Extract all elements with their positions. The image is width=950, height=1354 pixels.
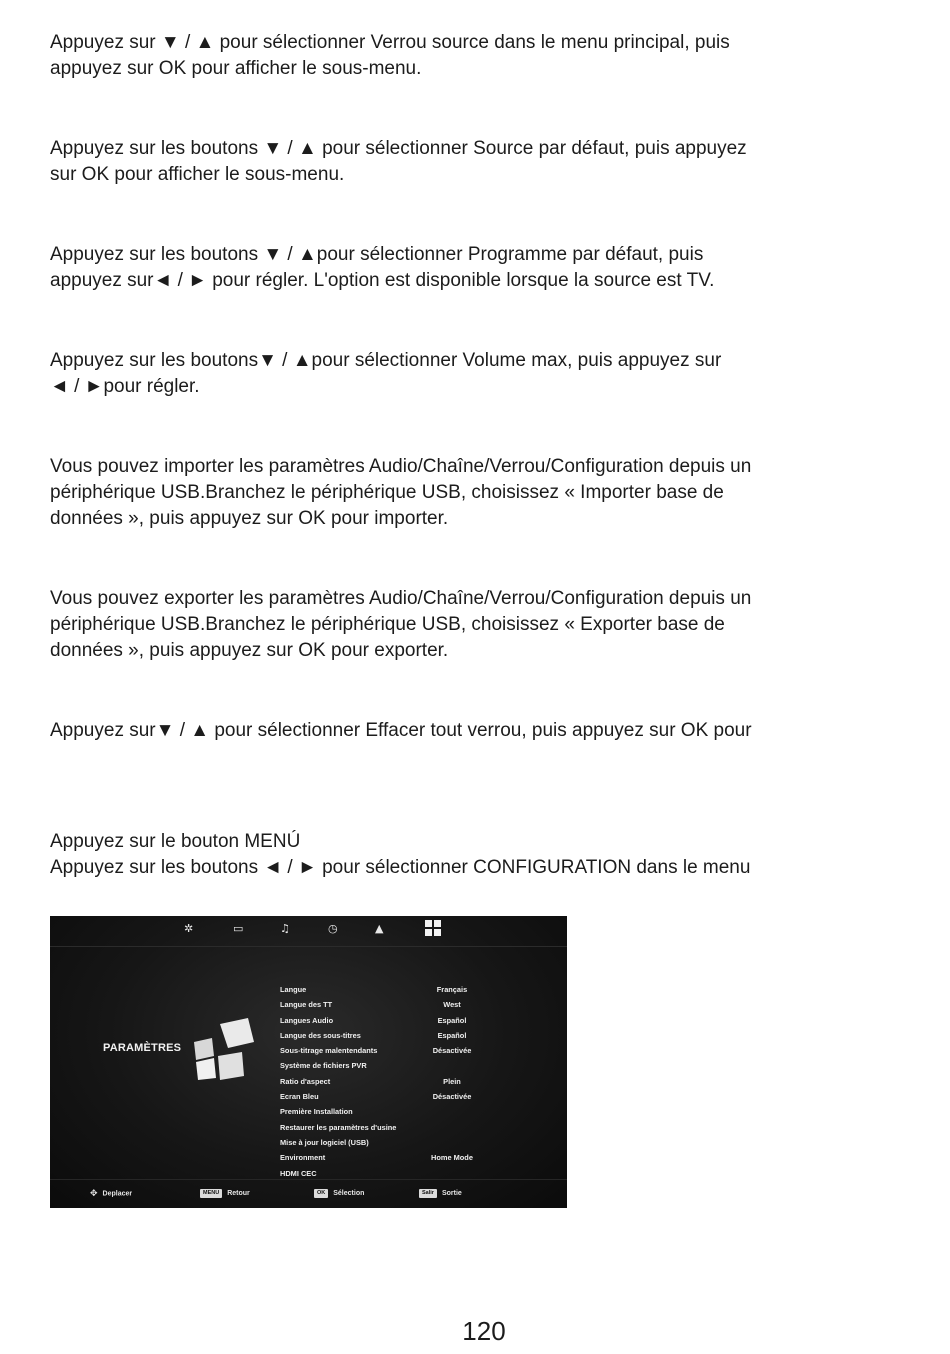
paragraph-importer-base [50,454,890,532]
menu-key-icon: MENU [200,1189,222,1198]
paragraph-effacer-verrou [50,718,890,744]
tv-menu-item-label: Système de fichiers PVR [280,1061,367,1071]
tv-menu-item[interactable] [280,997,510,1012]
lock-icon: ▲ [375,922,384,935]
tv-menu-item-value: Plein [443,1076,461,1086]
text-line: Appuyez sur le bouton MENÚ [50,831,301,852]
tv-menu-item[interactable] [280,1074,510,1089]
hint-back-label: Retour [227,1190,250,1197]
tv-menu-item-label: Langue [280,985,307,994]
text-line: Appuyez sur les boutons▼ / ▲pour sélectionner Volume max, puis appuyez sur [50,350,722,371]
tv-menu-item-label: Ecran Bleu [280,1092,319,1102]
settings-logo-icon [190,1016,256,1082]
tv-menu-item[interactable] [280,1135,510,1150]
text-line: données », puis appuyez sur OK pour exporter. [50,640,449,661]
page-number: 120 [462,1316,506,1346]
tv-menu-item[interactable] [280,1043,510,1058]
tv-menu-item-value: Español [437,1030,467,1040]
hint-exit [419,1189,462,1198]
tv-menu-item[interactable] [280,1028,510,1043]
paragraph-programme-par-defaut [50,242,890,294]
hint-select-label: Sélection [333,1190,365,1197]
hint-back [200,1189,250,1198]
text-line: appuyez sur OK pour afficher le sous-menu. [50,58,422,79]
tv-menu-item-label: HDMI CEC [280,1168,317,1178]
tv-top-separator [50,946,567,947]
exit-key-icon: Salir [419,1189,437,1198]
tv-menu-item-value: Español [437,1015,467,1025]
tv-settings-screenshot [50,916,567,1208]
tv-menu-item-label: Restaurer les paramètres d'usine [280,1122,397,1132]
tv-bottom-hint-bar [50,1179,567,1208]
tv-settings-list [280,982,510,1181]
paragraph-exporter-base [50,586,890,664]
text-line: Appuyez sur les boutons ▼ / ▲pour sélectionner Programme par défaut, puis [50,244,704,265]
paragraph-source-par-defaut [50,136,890,188]
hint-move-label: Deplacer [102,1190,133,1198]
tv-section-title: PARAMÈTRES [103,1042,182,1054]
hint-select [314,1189,364,1198]
text-line: périphérique USB.Branchez le périphérique USB, choisissez « Exporter base de [50,614,725,635]
tv-menu-item-value: West [443,1000,461,1010]
tv-menu-item-label: Langue des TT [280,1000,333,1010]
tv-menu-item[interactable] [280,1150,510,1165]
tv-menu-item-label: Langues Audio [280,1015,334,1025]
screen-icon: ▭ [233,922,244,935]
picture-icon: ✲ [184,922,194,935]
text-line: Appuyez sur les boutons ◄ / ► pour sélectionner CONFIGURATION dans le menu [50,857,751,878]
tv-menu-item-value: Home Mode [431,1153,473,1163]
tv-menu-item-label: Sous-titrage malentendants [280,1046,378,1056]
tv-menu-item-label: Langue des sous-titres [280,1030,361,1040]
move-arrows-icon: ✥ [90,1189,98,1199]
tv-menu-item[interactable] [280,1120,510,1135]
text-line: ◄ / ►pour régler. [50,376,200,397]
tv-menu-item-value: Désactivée [432,1046,472,1056]
tv-menu-item[interactable] [280,1013,510,1028]
text-line: sur OK pour afficher le sous-menu. [50,164,345,185]
text-line: Appuyez sur▼ / ▲ pour sélectionner Effacer tout verrou, puis appuyez sur OK pour [50,720,752,741]
paragraph-verrou-source [50,30,890,82]
hint-exit-label: Sortie [441,1190,462,1197]
clock-icon: ◷ [328,922,338,935]
tv-menu-item[interactable] [280,1089,510,1104]
tv-menu-item[interactable] [280,1058,510,1073]
text-line: Appuyez sur les boutons ▼ / ▲ pour sélectionner Source par défaut, puis appuyez [50,138,747,159]
tv-menu-item[interactable] [280,1104,510,1119]
tv-top-menu-bar [50,916,567,944]
text-line: Appuyez sur ▼ / ▲ pour sélectionner Verrou source dans le menu principal, puis [50,32,730,53]
ok-key-icon: OK [314,1189,328,1198]
tv-menu-item-label: Première Installation [280,1107,353,1117]
tv-menu-item-label: Mise à jour logiciel (USB) [280,1137,369,1147]
text-line: Vous pouvez exporter les paramètres Audio/Chaîne/Verrou/Configuration depuis un [50,588,752,609]
text-line: données », puis appuyez sur OK pour importer. [50,508,449,529]
music-icon: ♫ [280,922,290,935]
tv-menu-item-label: Environment [280,1153,326,1163]
tv-menu-item-label: Ratio d'aspect [280,1076,331,1086]
text-line: Vous pouvez importer les paramètres Audio/Chaîne/Verrou/Configuration depuis un [50,456,752,477]
tv-menu-item[interactable] [280,982,510,997]
paragraph-volume-max [50,348,890,400]
paragraph-configuration [50,829,890,881]
tv-menu-item-value: Désactivée [432,1092,472,1102]
text-line: périphérique USB.Branchez le périphérique USB, choisissez « Importer base de [50,482,724,503]
tv-menu-item-value: Français [436,985,468,994]
settings-grid-icon [425,920,441,940]
text-line: appuyez sur◄ / ► pour régler. L'option est disponible lorsque la source est TV. [50,270,715,291]
hint-move [90,1189,132,1199]
